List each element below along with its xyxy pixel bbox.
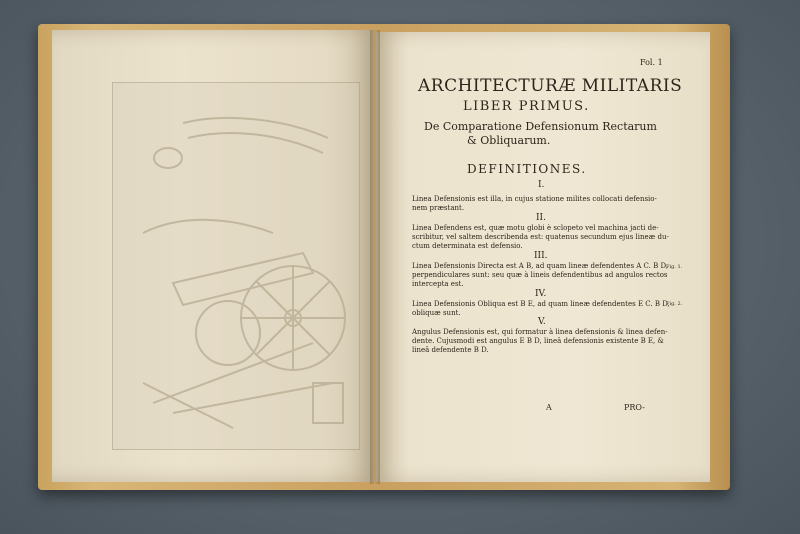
definition-line: Angulus Defensionis est, qui formatur à linea defensionis & linea defen- — [412, 328, 668, 336]
figure-reference: Fig. 1. — [666, 264, 683, 270]
definition-numeral: IV. — [535, 289, 547, 299]
catchword: PRO- — [624, 403, 645, 412]
chapter-heading-line-2: & Obliquarum. — [467, 134, 551, 147]
definition-numeral: III. — [534, 251, 548, 261]
faded-engraving-plate — [112, 82, 360, 450]
definition-line: obliquæ sunt. — [412, 309, 461, 317]
figure-reference: Fig. 2. — [666, 301, 683, 307]
definition-line: Linea Defendens est, quæ motu globi è sclopeto vel machina jacti de- — [412, 224, 659, 232]
definition-line: Linea Defensionis Obliqua est B E, ad quam lineæ defendentes E C. B D, — [412, 300, 670, 308]
definition-line: dente. Cujusmodi est angulus E B D, lineâ defensionis existente B E, & — [412, 337, 664, 345]
book-gutter — [370, 30, 380, 484]
section-heading: DEFINITIONES. — [467, 162, 587, 176]
definition-line: ctum determinata est defensio. — [412, 242, 523, 250]
engraving-illustration — [113, 83, 359, 449]
definition-line: nem præstant. — [412, 204, 465, 212]
definition-numeral: I. — [538, 180, 545, 190]
definition-line: lineâ defendente B D. — [412, 346, 489, 354]
definition-line: scribitur, vel saltem describenda est: quatenus secundum ejus lineæ du- — [412, 233, 669, 241]
folio-number: Fol. 1 — [640, 58, 663, 67]
definition-line: Linea Defensionis Directa est A B, ad quam lineæ defendentes A C. B D, — [412, 262, 669, 270]
book-title: ARCHITECTURÆ MILITARIS — [418, 76, 683, 96]
book-subtitle: LIBER PRIMUS. — [463, 99, 590, 114]
definition-numeral: V. — [538, 317, 546, 327]
definition-numeral: II. — [536, 213, 546, 223]
chapter-heading-line-1: De Comparatione Defensionum Rectarum — [424, 120, 657, 133]
definition-line: perpendiculares sunt: seu quæ à lineis defendentibus ad angulos rectos — [412, 271, 668, 279]
definition-line: Linea Defensionis est illa, in cujus statione milites collocati defensio- — [412, 195, 657, 203]
definition-line: intercepta est. — [412, 280, 464, 288]
signature-mark: A — [546, 403, 552, 412]
